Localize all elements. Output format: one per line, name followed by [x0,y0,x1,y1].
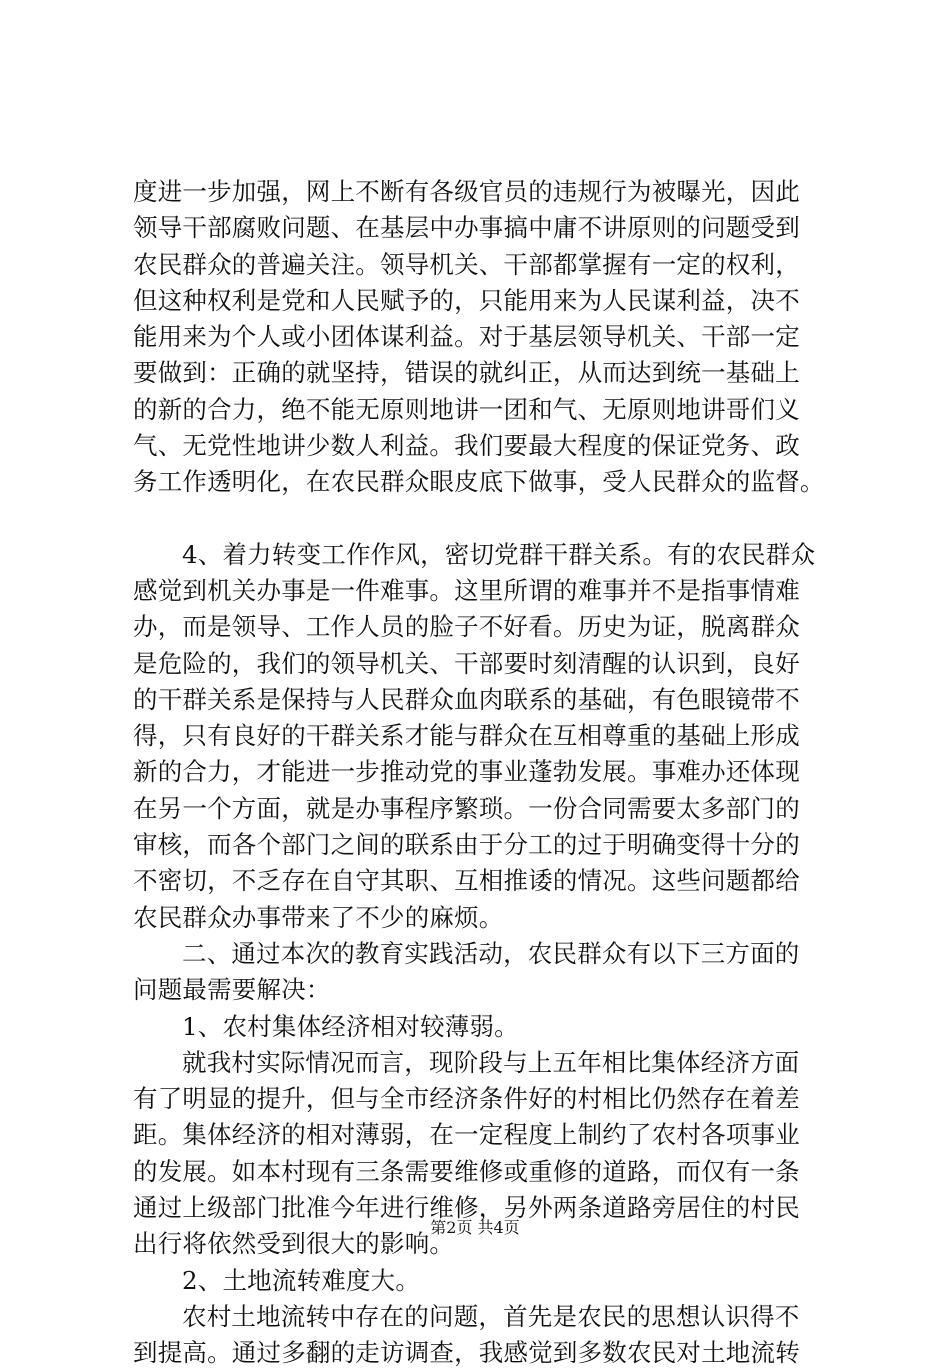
text-line: 务工作透明化，在农民群众眼皮底下做事，受人民群众的监督。 [133,467,825,497]
text-line: 办，而是领导、工作人员的脸子不好看。历史为证，脱离群众 [133,612,800,642]
text-line: 距。集体经济的相对薄弱，在一定程度上制约了农村各项事业 [133,1120,800,1150]
text-line: 二、通过本次的教育实践活动，农民群众有以下三方面的 [182,938,800,968]
text-line: 的发展。如本村现有三条需要维修或重修的道路，而仅有一条 [133,1156,800,1186]
text-line: 审核，而各个部门之间的联系由于分工的过于明确变得十分的 [133,830,800,860]
text-line: 领导干部腐败问题、在基层中办事搞中庸不讲原则的问题受到 [133,213,800,243]
text-line: 问题最需要解决： [133,975,331,1005]
paragraph-gap [133,501,833,537]
text-line: 能用来为个人或小团体谋利益。对于基层领导机关、干部一定 [133,322,800,352]
text-line: 得，只有良好的干群关系才能与群众在互相尊重的基础上形成 [133,721,800,751]
text-line: 4、着力转变工作作风，密切党群干群关系。有的农民群众 [182,539,816,569]
text-line: 的干群关系是保持与人民群众血肉联系的基础，有色眼镜带不 [133,684,800,714]
text-line: 2、土地流转难度大。 [182,1265,421,1295]
text-line: 度进一步加强，网上不断有各级官员的违规行为被曝光，因此 [133,177,800,206]
text-line: 有了明显的提升，但与全市经济条件好的村相比仍然存在着差 [133,1084,800,1114]
text-line: 农民群众的普遍关注。领导机关、干部都掌握有一定的权利， [133,249,800,279]
text-line: 的新的合力，绝不能无原则地讲一团和气、无原则地讲哥们义 [133,394,800,424]
document-body [133,174,833,1372]
text-line: 不密切，不乏存在自守其职、互相推诿的情况。这些问题都给 [133,866,800,896]
text-line: 感觉到机关办事是一件难事。这里所谓的难事并不是指事情难 [133,575,800,605]
text-line: 但这种权利是党和人民赋予的，只能用来为人民谋利益，决不 [133,285,800,315]
text-line: 出行将依然受到很大的影响。 [133,1229,455,1259]
text-line: 到提高。通过多翻的走访调查，我感觉到多数农民对土地流转 [133,1338,800,1368]
text-line: 通过上级部门批准今年进行维修，另外两条道路旁居住的村民 [133,1193,800,1223]
text-line: 在另一个方面，就是办事程序繁琐。一份合同需要太多部门的 [133,793,800,823]
text-line: 新的合力，才能进一步推动党的事业蓬勃发展。事难办还体现 [133,757,800,787]
text-line: 农民群众办事带来了不少的麻烦。 [133,902,504,932]
text-line: 要做到：正确的就坚持，错误的就纠正，从而达到统一基础上 [133,358,800,388]
text-line: 1、农村集体经济相对较薄弱。 [182,1011,519,1041]
text-line: 就我村实际情况而言，现阶段与上五年相比集体经济方面 [182,1047,800,1077]
page-footer: 第2页 共4页 [430,1218,520,1237]
text-line: 是危险的，我们的领导机关、干部要时刻清醒的认识到，良好 [133,648,800,678]
text-line: 气、无党性地讲少数人利益。我们要最大程度的保证党务、政 [133,431,800,461]
text-line: 农村土地流转中存在的问题，首先是农民的思想认识得不 [182,1301,800,1331]
